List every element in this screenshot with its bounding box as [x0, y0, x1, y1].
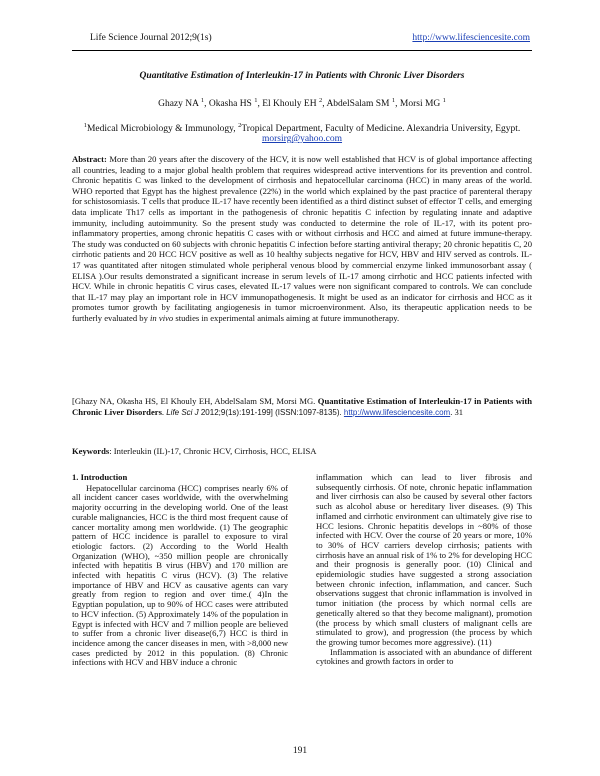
- intro-paragraph: Inflammation is associated with an abundance of different cytokines and growth factors in order to: [316, 646, 532, 667]
- citation-link[interactable]: http://www.lifesciencesite.com: [343, 407, 451, 417]
- author-name: Okasha HS: [208, 99, 252, 110]
- intro-paragraph: inflammation which can lead to liver fibrosis and subsequently cirrhosis. Of note, chronic hepatic inflammation and liver cirrhosis can also be caused by several other factors such as alcohol abuse or hereditary liver diseases. (9) This inflamed and cirrhotic environment can ultimately give rise to HCC lesions. Chronic hepatitis develops in ~80% of those infected with HCV. Over the course of 20 years or more, 10% to 30% of HCV carriers develop cirrhosis; patients with cirrhosis have an annual risk of 1% to 2% for developing HCC and their prognosis is generally poor. (10) Clinical and epidemiologic studies have suggested a strong association between chronic infection, inflammation, and cancer. Such observations suggest that chronic inflammation is involved in tumor initiation (the process by which normal cells are genetically altered so that they become malignant), promotion (the process by which small clusters of malignant cells are stimulated to grow), and progression (the process by which the growing tumor becomes more aggressive). (11): [316, 472, 532, 647]
- right-column: [316, 473, 532, 667]
- abstract-italic: in vivo: [150, 312, 174, 323]
- affiliation: $^1$Medical Microbiology & Immunology, $^2$Tropical Department, Faculty of Medicine. Alexandria University, Egypt.: [83, 122, 521, 135]
- citation-authors: [Ghazy NA, Okasha HS, El Khouly EH, AbdelSalam SM, Morsi MG.: [72, 396, 316, 406]
- citation-details: 2012;9(1s):191-199]: [200, 407, 273, 417]
- abstract: [72, 154, 532, 324]
- affiliation-2: Tropical Department, Faculty of Medicine. Alexandria University, Egypt.: [241, 124, 521, 135]
- abstract-label: Abstract:: [72, 154, 107, 164]
- citation-block: [Ghazy NA, Okasha HS, El Khouly EH, AbdelSalam SM, Morsi MG. Quantitative Estimation of Interleukin-17 in Patients with Chronic Liver Disorders. Life Sci J 2012;9(1s):191-199] (ISSN:1097-8135). http://www.lifesciencesite.com. 31: [72, 396, 532, 417]
- citation-title: Quantitative Estimation of Interleukin-17 in Patients with Chronic Liver Disorders: [72, 396, 532, 417]
- journal-url-link[interactable]: http://www.lifesciencesite.com: [412, 33, 530, 43]
- citation-number: . 31: [450, 406, 464, 417]
- section-heading: 1. Introduction: [72, 472, 128, 482]
- author-name: Morsi MG: [399, 99, 441, 110]
- citation-journal: Life Sci J: [166, 407, 199, 417]
- author-name: Ghazy NA: [158, 99, 199, 110]
- email-link[interactable]: morsirg@yahoo.com: [261, 134, 343, 144]
- abstract-text-end: studies in experimental animals aiming at future immunotherapy.: [175, 312, 400, 323]
- author-list: Ghazy NA $^1$, Okasha HS $^1$, El Khouly EH $^2$, AbdelSalam SM $^1$, Morsi MG $^1$: [158, 97, 446, 110]
- author-name: El Khouly EH: [262, 99, 317, 110]
- affiliation-1: Medical Microbiology & Immunology,: [86, 124, 236, 135]
- page-number: 191: [292, 746, 308, 756]
- corresponding-email: [72, 134, 532, 144]
- abstract-text: More than 20 years after the discovery of the HCV, it is now well established that HCV is of global importance affecting all countries, leading to a major global health problem that requires widespread active interventions for its prevention and control. Chronic hepatitis C was linked to the development of cirrhosis and hepatocellular carcinoma (HCC) in many areas of the world. WHO reported that Egypt has the highest prevalence (22%) in the world which explained by the past practice of parenteral therapy for schistosomiasis. T cells that produce IL-17 have recently been identified as a third distinct subset of effector T cells, and emerging data implicate Th17 cells as important in the pathogenesis of chronic hepatitis C infection by regulating innate and adaptive immunity, including autoimmunity. So the present study was conducted to determine the role of IL-17, with its potent pro-inflammatory properties, among chronic hepatitis C cases with or without cirrhosis and HCC and aimed at future immune-therapy. The study was conducted on 60 subjects with chronic hepatitis C infection before starting antiviral therapy; 20 chronic hepatitis C, 20 cirrhotic patients and 20 HCC HCV positive as well as 10 healthy subjects negative for HCV, HBV and HIV served as controls. IL-17 was quantitated after nitogen stimulated whole peripheral venous blood by commercial enzyme linked immunosorbant assay ( ELISA ).Our results demonstrated a significant increase in serum levels of IL-17 among cirrhotic and HCC patients infected with HCV. While in chronic hepatitis C virus cases, elevated IL-17 values were non significant compared to controls. We can conclude that IL-17 may play an important role in HCV immunopathogenesis. It might be used as an indicator for cirrhosis and HCC as it promotes tumor growth by facilitating angiogenesis in tumor microenvironment. Also, its therapeutic application needs to be furtherly evaluated by: [72, 154, 532, 323]
- author-name: AbdelSalam SM: [326, 99, 390, 110]
- left-column: [72, 473, 288, 668]
- keywords-text: : Interleukin (IL)-17, Chronic HCV, Cirrhosis, HCC, ELISA: [109, 446, 317, 456]
- header-divider: [72, 50, 532, 51]
- intro-paragraph: Hepatocellular carcinoma (HCC) comprises nearly 6% of all incident cancer cases worldwide, with the overwhelming majority occurring in the developing world. One of the least curable malignancies, HCC is the third most frequent cause of cancer mortality among men worldwide. (1) The geographic pattern of HCC incidence is parallel to exposure to viral etiologic factors. (2) According to the World Health Organization (WHO), ~350 million people are chronically infected with hepatitis B virus (HBV) and 170 million are infected with hepatitis C virus (HCV). (3) The relative importance of HBV and HCV as causative agents can vary greatly from region to region and over time.( 4)In the Egyptian population, up to 90% of HCC cases were attributed to HCV infection. (5) Approximately 14% of the population in Egypt is infected with HCV and 7 million people are believed to suffer from a chronic liver disease(6,7) HCC is third in incidence among the cancer diseases in men, with >8,000 new cases predicted by 2012 in this population. (8) Chronic infections with HCV and HBV induce a chronic: [72, 482, 288, 668]
- journal-name: Life Science Journal 2012;9(1s): [90, 33, 212, 43]
- keywords-label: Keywords: [72, 446, 110, 456]
- paper-title: Quantitative Estimation of Interleukin-17 in Patients with Chronic Liver Disorders: [139, 71, 465, 81]
- running-header: [90, 33, 530, 47]
- citation-issn: (ISSN:1097-8135).: [275, 407, 342, 417]
- keywords: [72, 446, 532, 456]
